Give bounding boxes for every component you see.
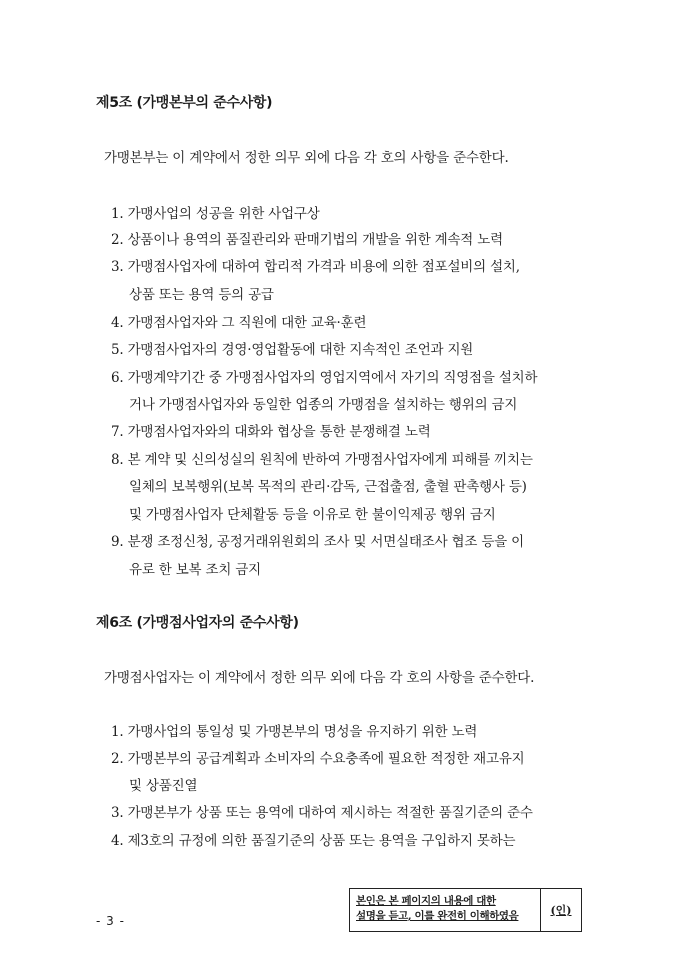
- list-item: 2. 상품이나 용역의 품질관리와 판매기법의 개발을 위한 계속적 노력: [111, 232, 503, 248]
- list-item-continuation: 및 가맹점사업자 단체활동 등을 이유로 한 불이익제공 행위 금지: [129, 507, 496, 523]
- confirmation-box: [349, 888, 582, 932]
- article-5-intro: 가맹본부는 이 계약에서 정한 의무 외에 다음 각 호의 사항을 준수한다.: [104, 150, 509, 166]
- list-item-continuation: 일체의 보복행위(보복 목적의 관리·감독, 근접출점, 출혈 판촉행사 등): [129, 479, 527, 495]
- list-item: 4. 제3호의 규정에 의한 품질기준의 상품 또는 용역을 구입하지 못하는: [111, 833, 516, 849]
- article-5-heading: 제5조 (가맹본부의 준수사항): [96, 95, 273, 111]
- seal-label: (인): [550, 904, 572, 917]
- seal-field[interactable]: [541, 889, 581, 931]
- list-item-continuation: 거나 가맹점사업자와 동일한 업종의 가맹점을 설치하는 행위의 금지: [129, 397, 518, 413]
- page-number: - 3 -: [96, 914, 125, 928]
- article-6-intro: 가맹점사업자는 이 계약에서 정한 의무 외에 다음 각 호의 사항을 준수한다.: [104, 670, 535, 686]
- article-6-heading: 제6조 (가맹점사업자의 준수사항): [96, 615, 299, 631]
- confirmation-statement: [350, 889, 541, 931]
- list-item: 5. 가맹점사업자의 경영·영업활동에 대한 지속적인 조언과 지원: [111, 342, 474, 358]
- list-item: 6. 가맹계약기간 중 가맹점사업자의 영업지역에서 자기의 직영점을 설치하: [111, 370, 538, 386]
- list-item: 7. 가맹점사업자와의 대화와 협상을 통한 분쟁해결 노력: [111, 424, 431, 440]
- confirmation-line-1: 본인은 본 페이지의 내용에 대한: [356, 895, 496, 907]
- list-item: 4. 가맹점사업자와 그 직원에 대한 교육·훈련: [111, 315, 367, 331]
- confirmation-line-2: 설명을 듣고, 이를 완전히 이해하였음: [356, 910, 519, 922]
- list-item: 2. 가맹본부의 공급계획과 소비자의 수요충족에 필요한 적정한 재고유지: [111, 751, 525, 767]
- list-item-continuation: 및 상품진열: [129, 778, 198, 794]
- list-item: 9. 분쟁 조정신청, 공정거래위원회의 조사 및 서면실태조사 협조 등을 이: [111, 534, 524, 550]
- list-item: 1. 가맹사업의 통일성 및 가맹본부의 명성을 유지하기 위한 노력: [111, 724, 478, 740]
- list-item: 3. 가맹본부가 상품 또는 용역에 대하여 제시하는 적절한 품질기준의 준수: [111, 805, 533, 821]
- list-item-text: 3. 가맹점사업자에 대하여 합리적 가격과 비용에 의한 점포설비의 설치,: [111, 259, 520, 275]
- list-item: 1. 가맹사업의 성공을 위한 사업구상: [111, 206, 320, 222]
- list-item-continuation: 유로 한 보복 조치 금지: [129, 562, 261, 578]
- list-item-continuation: 상품 또는 용역 등의 공급: [129, 287, 274, 303]
- list-item: 8. 본 계약 및 신의성실의 원칙에 반하여 가맹점사업자에게 피해를 끼치는: [111, 452, 533, 468]
- list-item: [111, 255, 585, 275]
